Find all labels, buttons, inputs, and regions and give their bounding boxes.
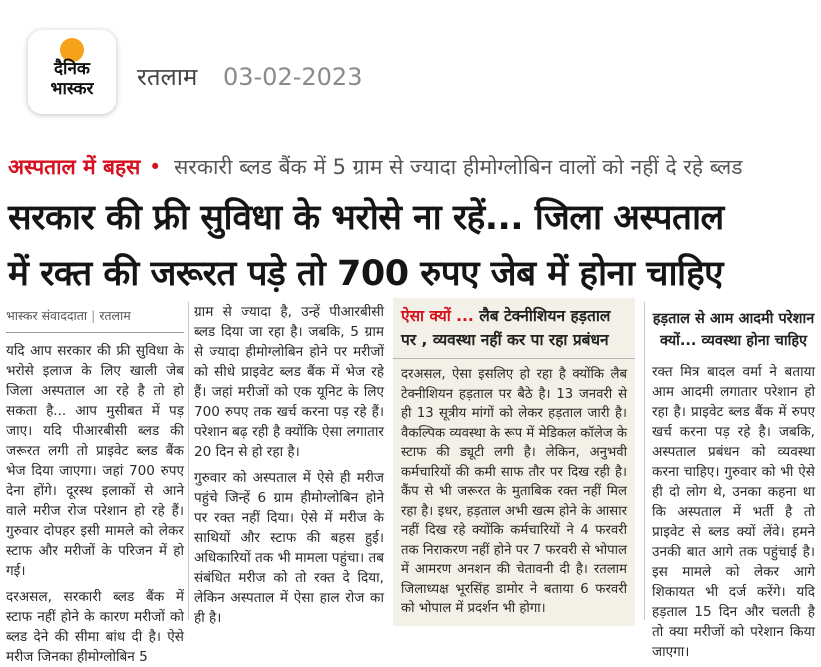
article-column-1 (6, 300, 184, 665)
paragraph: ग्राम से ज्यादा है, उन्हें पीआरबीसी ब्लड दिया जा रहा है। जबकि, 5 ग्राम से ज्यादा हीमोग्लोबिन होने पर मरीजों को सीधे प्राइवेट ब्लड बैंक में भेज रहे हैं। जहां मरीजों को एक यूनिट के लिए 700 रुपए तक खर्च करना पड़ रहे हैं। परेशान बढ़ रही है क्योंकि ऐसा लगातार 20 दिन से हो रहा है। (194, 304, 384, 460)
byline (6, 300, 184, 333)
column-divider (644, 302, 645, 620)
paragraph: दरअसल, सरकारी ब्लड बैंक में स्टाफ नहीं होने के कारण मरीजों को ब्लड देने की सीमा बांध दी है। ऐसे मरीज जिनका हीमोग्लोबिन 5 (6, 589, 184, 665)
strap-separator: • (149, 155, 162, 179)
box-heading (393, 298, 635, 359)
strap-subheading: सरकारी ब्लड बैंक में 5 ग्राम से ज्यादा हीमोग्लोबिन वालों को नहीं दे रहे ब्लड (174, 155, 743, 179)
main-headline (8, 190, 813, 302)
byline-separator: | (91, 308, 96, 323)
byline-city: रतलाम (99, 308, 131, 323)
dateline-city: रतलाम (137, 63, 198, 91)
logo-line-2: भास्कर (50, 79, 94, 99)
box-title: लैब टेक्नीशियन हड़ताल पर , व्यवस्था नहीं कर पा रहा प्रबंधन (401, 307, 611, 349)
article-column-4 (652, 300, 815, 660)
strap-kicker: अस्पताल में बहस (8, 155, 141, 179)
column-divider (188, 302, 189, 620)
paragraph: रक्त मित्र बादल वर्मा ने बताया आम आदमी लगातार परेशान हो रहा है। प्राइवेट ब्लड बैंक में रुपए खर्च करना पड़ रहे है। जबकि, अस्पताल प्रबंधन को व्यवस्था करना चाहिए। गुरुवार को भी ऐसे ही दो लोग थे, उनका कहना था कि अस्पताल में भर्ती है तो प्राइवेट से ब्लड क्यों लेंवे। हमने उनकी बात आगे तक पहुंचाई है। इस मामले को लेकर आगे शिकायत भी दर्ज करेंगे। यदि हड़ताल 15 दिन और चलती है तो क्या मरीजों को परेशान किया जाएगा। (652, 364, 815, 660)
logo-line-1: दैनिक (54, 59, 90, 79)
paragraph: यदि आप सरकार की फ्री सुविधा के भरोसे इलाज के लिए खाली जेब जिला अस्पताल आ रहे है तो हो सकता है... आप मुसीबत में पड़ जाए। यदि पीआरबीसी ब्लड की जरूरत लगी तो प्राइवेट ब्लड बैंक भेज दिया जाएगा। जहां 700 रुपए देना होंगे। दूरस्थ इलाकों से आने वाले मरीज रोज परेशान हो रहे हैं। गुरुवार दोपहर इसी मामले को लेकर स्टाफ और मरीजों के परिजन में हो गई। (6, 343, 184, 579)
column-4-heading: हड़ताल से आम आदमी परेशान क्यों... व्यवस्था होना चाहिए (652, 311, 815, 349)
dateline-date: 03-02-2023 (222, 63, 363, 91)
byline-reporter: भास्कर संवाददाता (6, 308, 88, 323)
headline-line-1: सरकार की फ्री सुविधा के भरोसे ना रहें... जिला अस्पताल (8, 198, 724, 238)
dateline (137, 60, 362, 93)
box-kicker: ऐसा क्यों ... (401, 307, 474, 325)
headline-line-2: में रक्त की जरूरत पड़े तो 700 रुपए जेब में होना चाहिए (8, 254, 724, 294)
article-column-2 (194, 300, 384, 632)
headline-strap (8, 153, 813, 181)
dainik-bhaskar-logo (28, 30, 116, 114)
box-body: दरअसल, ऐसा इसलिए हो रहा है क्योंकि लैब टेक्नीशियन हड़ताल पर बैठे है। 13 जनवरी से ही 13 सूत्रीय मांगों को लेकर हड़ताल जारी है। वैकल्पिक व्यवस्था के रूप में मेडिकल कॉलेज के स्टाफ की ड्यूटी लगी है। लेकिन, अनुभवी कर्मचारियों की कमी साफ तौर पर दिख रही है। कैंप से भी जरूरत के मुताबिक रक्त नहीं मिल रहा है। इधर, हड़ताल अभी खत्म होने के आसार नहीं दिख रहे क्योंकि कर्मचारियों ने 4 फरवरी तक निराकरण नहीं होने पर 7 फरवरी से भोपाल में आमरण अनशन की चेतावनी दी है। रतलाम जिलाध्यक्ष भूरसिंह डामोर ने बताया 6 फरवरी को भोपाल में प्रदर्शन भी होगा। (401, 367, 627, 616)
paragraph: गुरुवार को अस्पताल में ऐसे ही मरीज पहुंचे जिन्हें 6 ग्राम हीमोग्लोबिन होने पर रक्त नहीं दिया। ऐसे में मरीज के साथियों और स्टाफ की बहस हुई। अधिकारियों तक भी मामला पहुंचा। तब संबंधित मरीज को तो रक्त दे दिया, लेकिन अस्पताल में ऐसा हाल रोज का ही है। (194, 470, 384, 626)
why-sidebar-box (393, 298, 635, 626)
